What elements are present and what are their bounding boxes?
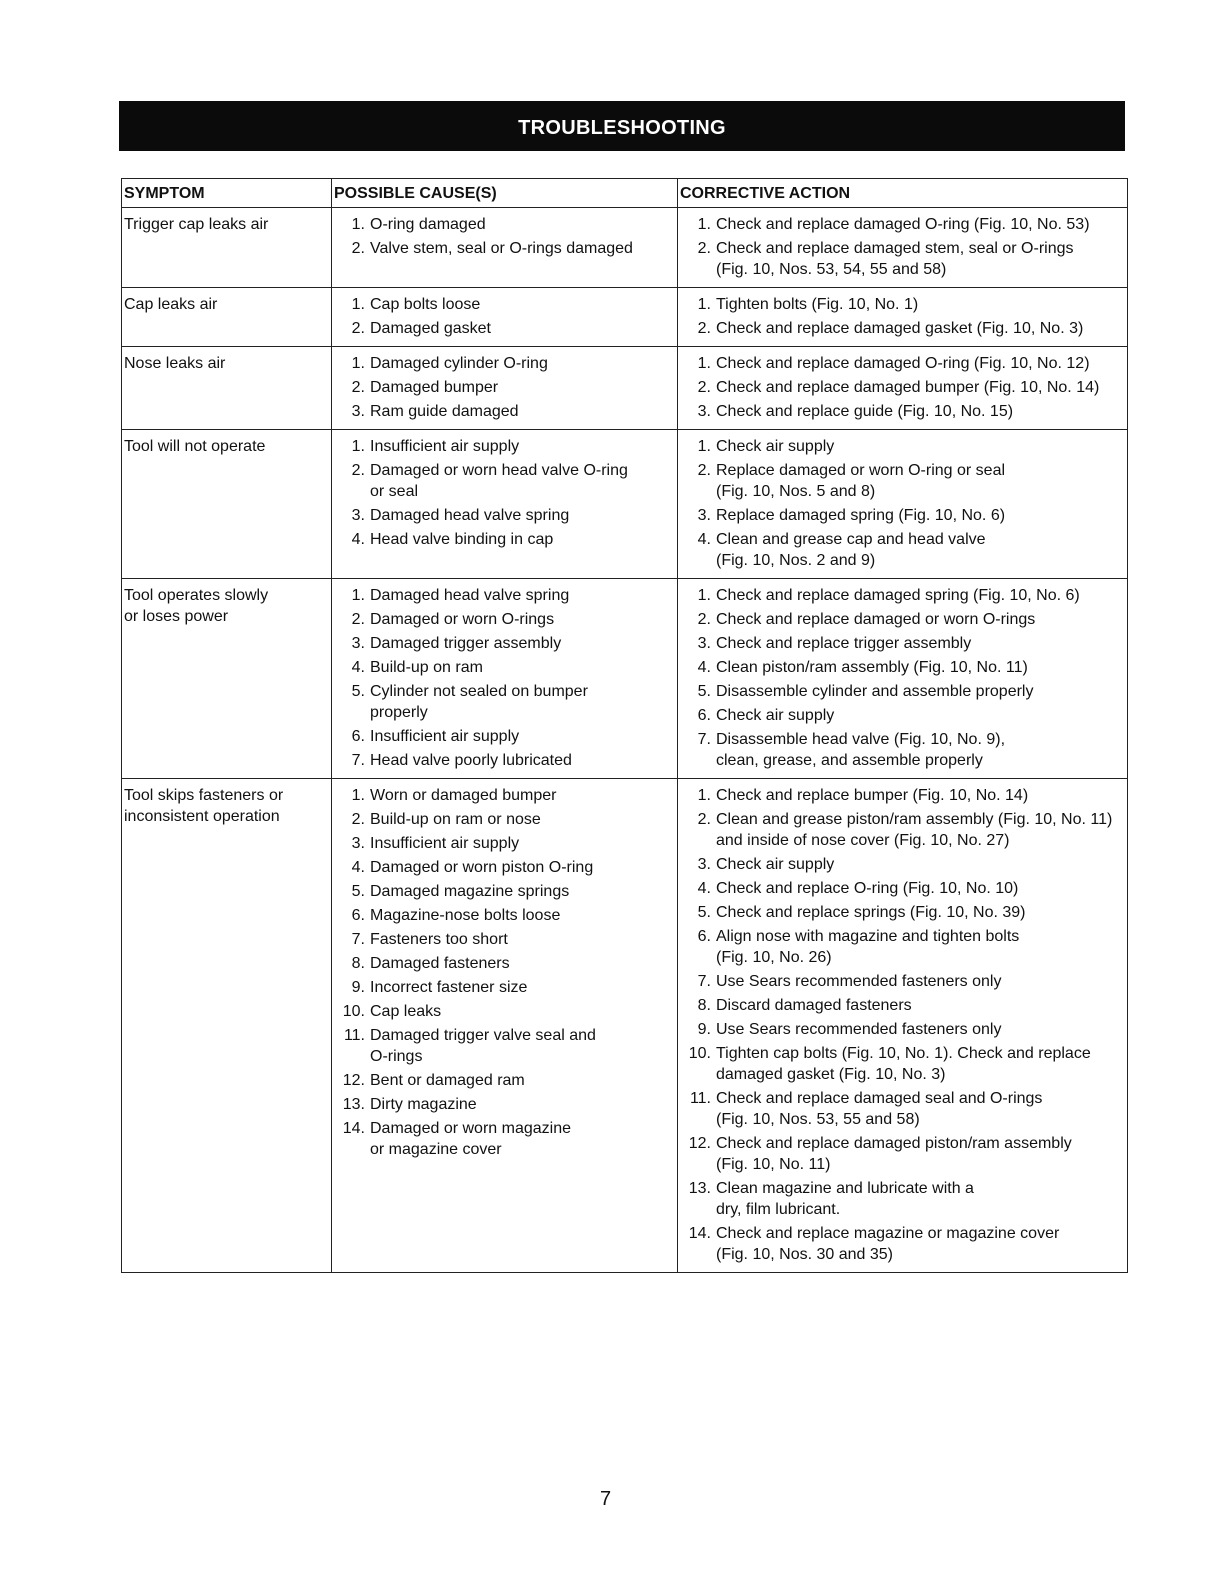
action-item <box>680 318 1124 339</box>
cause-item <box>334 1118 674 1160</box>
action-item-number: 10 . <box>680 1043 716 1085</box>
cause-item-text: Head valve poorly lubricated <box>370 752 572 769</box>
action-item-number: 2 . <box>680 318 716 339</box>
action-item-number: 14 . <box>680 1223 716 1265</box>
cause-item-text: O-ring damaged <box>370 216 486 233</box>
symptom-text: Trigger cap leaks air <box>124 216 269 233</box>
cause-item <box>334 977 674 998</box>
cause-item-number: 1 . <box>334 214 370 235</box>
cause-list <box>334 585 674 771</box>
action-item-number: 1 . <box>680 585 716 606</box>
cause-item-text: Bent or damaged ram <box>370 1072 525 1089</box>
action-cell <box>678 579 1128 779</box>
action-list <box>680 785 1124 1265</box>
cause-item <box>334 929 674 950</box>
action-item <box>680 854 1124 875</box>
cause-item <box>334 785 674 806</box>
action-item-text: Check and replace damaged stem, seal or O-rings (Fig. 10, Nos. 53, 54, 55 and 58) <box>716 240 1074 278</box>
cause-item-text: Cylinder not sealed on bumper properly <box>370 683 588 721</box>
action-item <box>680 1223 1124 1265</box>
cause-item-text: Build-up on ram <box>370 659 483 676</box>
cause-item-number: 3 . <box>334 401 370 422</box>
action-item <box>680 1088 1124 1130</box>
cause-item-number: 1 . <box>334 436 370 457</box>
cause-item <box>334 833 674 854</box>
action-item <box>680 294 1124 315</box>
cause-item-text: Damaged trigger valve seal and O-rings <box>370 1027 596 1065</box>
cause-item-number: 2 . <box>334 809 370 830</box>
action-item <box>680 1133 1124 1175</box>
cause-list <box>334 214 674 259</box>
cause-list <box>334 785 674 1160</box>
action-item-number: 9 . <box>680 1019 716 1040</box>
action-item-number: 1 . <box>680 294 716 315</box>
action-item <box>680 633 1124 654</box>
action-item-text: Check and replace damaged bumper (Fig. 10, No. 14) <box>716 379 1100 396</box>
cause-item <box>334 436 674 457</box>
cause-item <box>334 1094 674 1115</box>
cause-cell <box>332 579 678 779</box>
table-body <box>122 208 1128 1273</box>
cause-item-text: Cap leaks <box>370 1003 442 1020</box>
action-item-text: Clean and grease piston/ram assembly (Fig. 10, No. 11) and inside of nose cover (Fig. 10, No. 27) <box>716 811 1113 849</box>
action-item-text: Tighten bolts (Fig. 10, No. 1) <box>716 296 919 313</box>
action-item <box>680 878 1124 899</box>
cause-list <box>334 294 674 339</box>
cause-list <box>334 436 674 550</box>
cause-item <box>334 238 674 259</box>
cause-item-text: Dirty magazine <box>370 1096 477 1113</box>
action-cell <box>678 208 1128 288</box>
cause-item-number: 9 . <box>334 977 370 998</box>
cause-item <box>334 529 674 550</box>
action-item-number: 2 . <box>680 377 716 398</box>
action-item <box>680 1019 1124 1040</box>
action-item-number: 3 . <box>680 505 716 526</box>
action-item-text: Tighten cap bolts (Fig. 10, No. 1). Check and replace damaged gasket (Fig. 10, No. 3) <box>716 1045 1091 1083</box>
symptom-text: Tool operates slowly or loses power <box>124 587 269 625</box>
cause-item-text: Insufficient air supply <box>370 728 520 745</box>
action-item-number: 13 . <box>680 1178 716 1220</box>
symptom-text: Tool skips fasteners or inconsistent operation <box>124 787 284 825</box>
page-number: 7 <box>599 1488 612 1510</box>
cause-item-text: Damaged trigger assembly <box>370 635 562 652</box>
header-possible-causes: POSSIBLE CAUSE(S) <box>332 179 678 208</box>
cause-item-text: Damaged or worn magazine or magazine cover <box>370 1120 571 1158</box>
symptom-text: Cap leaks air <box>124 296 218 313</box>
action-item-text: Disassemble head valve (Fig. 10, No. 9), clean, grease, and assemble properly <box>716 731 1006 769</box>
symptom-text: Tool will not operate <box>124 438 266 455</box>
cause-item-number: 1 . <box>334 785 370 806</box>
action-item <box>680 1178 1124 1220</box>
cause-item <box>334 377 674 398</box>
cause-item-text: Damaged or worn piston O-ring <box>370 859 594 876</box>
cause-item-number: 5 . <box>334 681 370 723</box>
cause-item-number: 12 . <box>334 1070 370 1091</box>
cause-item-number: 1 . <box>334 585 370 606</box>
action-item-number: 4 . <box>680 657 716 678</box>
cause-item-text: Damaged head valve spring <box>370 587 570 604</box>
cause-item <box>334 1025 674 1067</box>
cause-item-text: Build-up on ram or nose <box>370 811 541 828</box>
cause-item-text: Damaged magazine springs <box>370 883 570 900</box>
action-item-text: Replace damaged or worn O-ring or seal (Fig. 10, Nos. 5 and 8) <box>716 462 1006 500</box>
action-item-text: Replace damaged spring (Fig. 10, No. 6) <box>716 507 1006 524</box>
action-item-text: Discard damaged fasteners <box>716 997 912 1014</box>
table-header-row <box>122 179 1128 208</box>
action-item-text: Check and replace magazine or magazine cover (Fig. 10, Nos. 30 and 35) <box>716 1225 1060 1263</box>
action-item-number: 3 . <box>680 633 716 654</box>
cause-item-number: 13 . <box>334 1094 370 1115</box>
action-item-text: Check and replace damaged seal and O-rings (Fig. 10, Nos. 53, 55 and 58) <box>716 1090 1043 1128</box>
symptom-cell <box>122 579 332 779</box>
action-list <box>680 436 1124 571</box>
cause-cell <box>332 208 678 288</box>
action-list <box>680 294 1124 339</box>
cause-item <box>334 460 674 502</box>
cause-item-number: 1 . <box>334 353 370 374</box>
symptom-text: Nose leaks air <box>124 355 226 372</box>
cause-item-number: 2 . <box>334 460 370 502</box>
cause-item-number: 5 . <box>334 881 370 902</box>
action-cell <box>678 430 1128 579</box>
action-item-number: 3 . <box>680 401 716 422</box>
cause-item <box>334 953 674 974</box>
header-symptom: SYMPTOM <box>122 179 332 208</box>
action-item <box>680 436 1124 457</box>
cause-item <box>334 726 674 747</box>
symptom-cell <box>122 779 332 1273</box>
action-item-text: Use Sears recommended fasteners only <box>716 973 1002 990</box>
action-item <box>680 585 1124 606</box>
cause-item-number: 10 . <box>334 1001 370 1022</box>
cause-item <box>334 750 674 771</box>
cause-list <box>334 353 674 422</box>
action-item <box>680 705 1124 726</box>
action-item-number: 5 . <box>680 902 716 923</box>
cause-item-number: 1 . <box>334 294 370 315</box>
cause-item <box>334 505 674 526</box>
cause-item-number: 7 . <box>334 750 370 771</box>
action-item-number: 2 . <box>680 238 716 280</box>
cause-item-text: Valve stem, seal or O-rings damaged <box>370 240 633 257</box>
action-item-text: Check and replace guide (Fig. 10, No. 15) <box>716 403 1014 420</box>
action-item-text: Check and replace damaged O-ring (Fig. 10, No. 53) <box>716 216 1090 233</box>
cause-item-number: 2 . <box>334 238 370 259</box>
table-row <box>122 579 1128 779</box>
cause-item-text: Damaged cylinder O-ring <box>370 355 548 372</box>
action-item-number: 6 . <box>680 926 716 968</box>
cause-item <box>334 294 674 315</box>
action-item <box>680 377 1124 398</box>
cause-item <box>334 585 674 606</box>
cause-item-text: Ram guide damaged <box>370 403 519 420</box>
cause-item <box>334 609 674 630</box>
cause-item-number: 7 . <box>334 929 370 950</box>
cause-item <box>334 353 674 374</box>
action-item-text: Clean piston/ram assembly (Fig. 10, No. 11) <box>716 659 1028 676</box>
symptom-cell <box>122 430 332 579</box>
cause-item-text: Incorrect fastener size <box>370 979 528 996</box>
action-item-text: Use Sears recommended fasteners only <box>716 1021 1002 1038</box>
action-item-number: 2 . <box>680 460 716 502</box>
action-list <box>680 214 1124 280</box>
cause-item-text: Head valve binding in cap <box>370 531 554 548</box>
action-cell <box>678 347 1128 430</box>
action-item-text: Clean and grease cap and head valve (Fig. 10, Nos. 2 and 9) <box>716 531 986 569</box>
cause-item <box>334 881 674 902</box>
symptom-cell <box>122 208 332 288</box>
table-row <box>122 430 1128 579</box>
cause-item <box>334 809 674 830</box>
cause-item-number: 6 . <box>334 726 370 747</box>
action-item-text: Check and replace damaged gasket (Fig. 10, No. 3) <box>716 320 1084 337</box>
cause-item-number: 3 . <box>334 833 370 854</box>
table-row <box>122 288 1128 347</box>
action-item <box>680 353 1124 374</box>
cause-item <box>334 1001 674 1022</box>
action-item <box>680 657 1124 678</box>
cause-item-text: Damaged fasteners <box>370 955 510 972</box>
cause-item-text: Magazine-nose bolts loose <box>370 907 561 924</box>
action-item <box>680 1043 1124 1085</box>
action-item-number: 1 . <box>680 436 716 457</box>
cause-item-text: Damaged or worn head valve O-ring or seal <box>370 462 628 500</box>
action-item-number: 12 . <box>680 1133 716 1175</box>
action-item <box>680 401 1124 422</box>
action-item <box>680 681 1124 702</box>
cause-item-number: 14 . <box>334 1118 370 1160</box>
action-item <box>680 926 1124 968</box>
section-title-banner: TROUBLESHOOTING <box>119 101 1125 151</box>
cause-item-text: Damaged or worn O-rings <box>370 611 555 628</box>
action-item-number: 5 . <box>680 681 716 702</box>
action-item-text: Check and replace springs (Fig. 10, No. 39) <box>716 904 1026 921</box>
action-cell <box>678 288 1128 347</box>
action-item <box>680 995 1124 1016</box>
action-item <box>680 785 1124 806</box>
action-item <box>680 729 1124 771</box>
cause-cell <box>332 347 678 430</box>
action-list <box>680 585 1124 771</box>
cause-item-text: Insufficient air supply <box>370 835 520 852</box>
action-item-number: 1 . <box>680 353 716 374</box>
action-item-text: Check and replace damaged piston/ram assembly (Fig. 10, No. 11) <box>716 1135 1072 1173</box>
table-row <box>122 779 1128 1273</box>
action-list <box>680 353 1124 422</box>
cause-item-number: 4 . <box>334 657 370 678</box>
action-item-text: Check and replace damaged or worn O-rings <box>716 611 1036 628</box>
cause-item-number: 2 . <box>334 377 370 398</box>
action-item <box>680 529 1124 571</box>
cause-item-text: Insufficient air supply <box>370 438 520 455</box>
cause-item-text: Damaged gasket <box>370 320 491 337</box>
cause-item-number: 8 . <box>334 953 370 974</box>
action-item <box>680 902 1124 923</box>
cause-item-text: Fasteners too short <box>370 931 508 948</box>
troubleshooting-table <box>121 178 1128 1273</box>
action-item-text: Check air supply <box>716 856 835 873</box>
cause-item <box>334 857 674 878</box>
action-item-number: 4 . <box>680 878 716 899</box>
action-item-text: Align nose with magazine and tighten bolts (Fig. 10, No. 26) <box>716 928 1020 966</box>
action-item <box>680 238 1124 280</box>
action-item-number: 1 . <box>680 214 716 235</box>
symptom-cell <box>122 347 332 430</box>
cause-item <box>334 318 674 339</box>
action-item-number: 2 . <box>680 809 716 851</box>
cause-item-number: 6 . <box>334 905 370 926</box>
action-item-text: Check and replace O-ring (Fig. 10, No. 10) <box>716 880 1019 897</box>
action-item-text: Check and replace damaged spring (Fig. 10, No. 6) <box>716 587 1080 604</box>
action-item-number: 3 . <box>680 854 716 875</box>
action-item-text: Check air supply <box>716 438 835 455</box>
cause-item-text: Cap bolts loose <box>370 296 481 313</box>
action-item-text: Clean magazine and lubricate with a dry, film lubricant. <box>716 1180 974 1218</box>
action-item-text: Check and replace damaged O-ring (Fig. 10, No. 12) <box>716 355 1090 372</box>
table-row <box>122 347 1128 430</box>
cause-item-text: Damaged bumper <box>370 379 499 396</box>
cause-item <box>334 633 674 654</box>
action-item <box>680 460 1124 502</box>
table-row <box>122 208 1128 288</box>
cause-item-number: 2 . <box>334 318 370 339</box>
action-item-text: Disassemble cylinder and assemble properly <box>716 683 1034 700</box>
cause-item-number: 4 . <box>334 857 370 878</box>
header-corrective-action: CORRECTIVE ACTION <box>678 179 1128 208</box>
cause-cell <box>332 430 678 579</box>
cause-cell <box>332 779 678 1273</box>
action-item-text: Check and replace bumper (Fig. 10, No. 14) <box>716 787 1029 804</box>
action-item-text: Check air supply <box>716 707 835 724</box>
action-item-number: 6 . <box>680 705 716 726</box>
action-item-number: 7 . <box>680 971 716 992</box>
cause-item <box>334 905 674 926</box>
action-item-number: 8 . <box>680 995 716 1016</box>
cause-cell <box>332 288 678 347</box>
cause-item-number: 11 . <box>334 1025 370 1067</box>
action-item-number: 1 . <box>680 785 716 806</box>
action-item-number: 2 . <box>680 609 716 630</box>
cause-item <box>334 681 674 723</box>
cause-item-number: 4 . <box>334 529 370 550</box>
cause-item <box>334 1070 674 1091</box>
cause-item-text: Damaged head valve spring <box>370 507 570 524</box>
cause-item <box>334 657 674 678</box>
action-item-number: 4 . <box>680 529 716 571</box>
symptom-cell <box>122 288 332 347</box>
action-item <box>680 809 1124 851</box>
action-item <box>680 971 1124 992</box>
action-item <box>680 505 1124 526</box>
cause-item-number: 3 . <box>334 633 370 654</box>
action-item-text: Check and replace trigger assembly <box>716 635 972 652</box>
action-item <box>680 214 1124 235</box>
action-item-number: 11 . <box>680 1088 716 1130</box>
cause-item <box>334 401 674 422</box>
action-item <box>680 609 1124 630</box>
cause-item <box>334 214 674 235</box>
cause-item-number: 2 . <box>334 609 370 630</box>
action-cell <box>678 779 1128 1273</box>
action-item-number: 7 . <box>680 729 716 771</box>
cause-item-text: Worn or damaged bumper <box>370 787 557 804</box>
cause-item-number: 3 . <box>334 505 370 526</box>
